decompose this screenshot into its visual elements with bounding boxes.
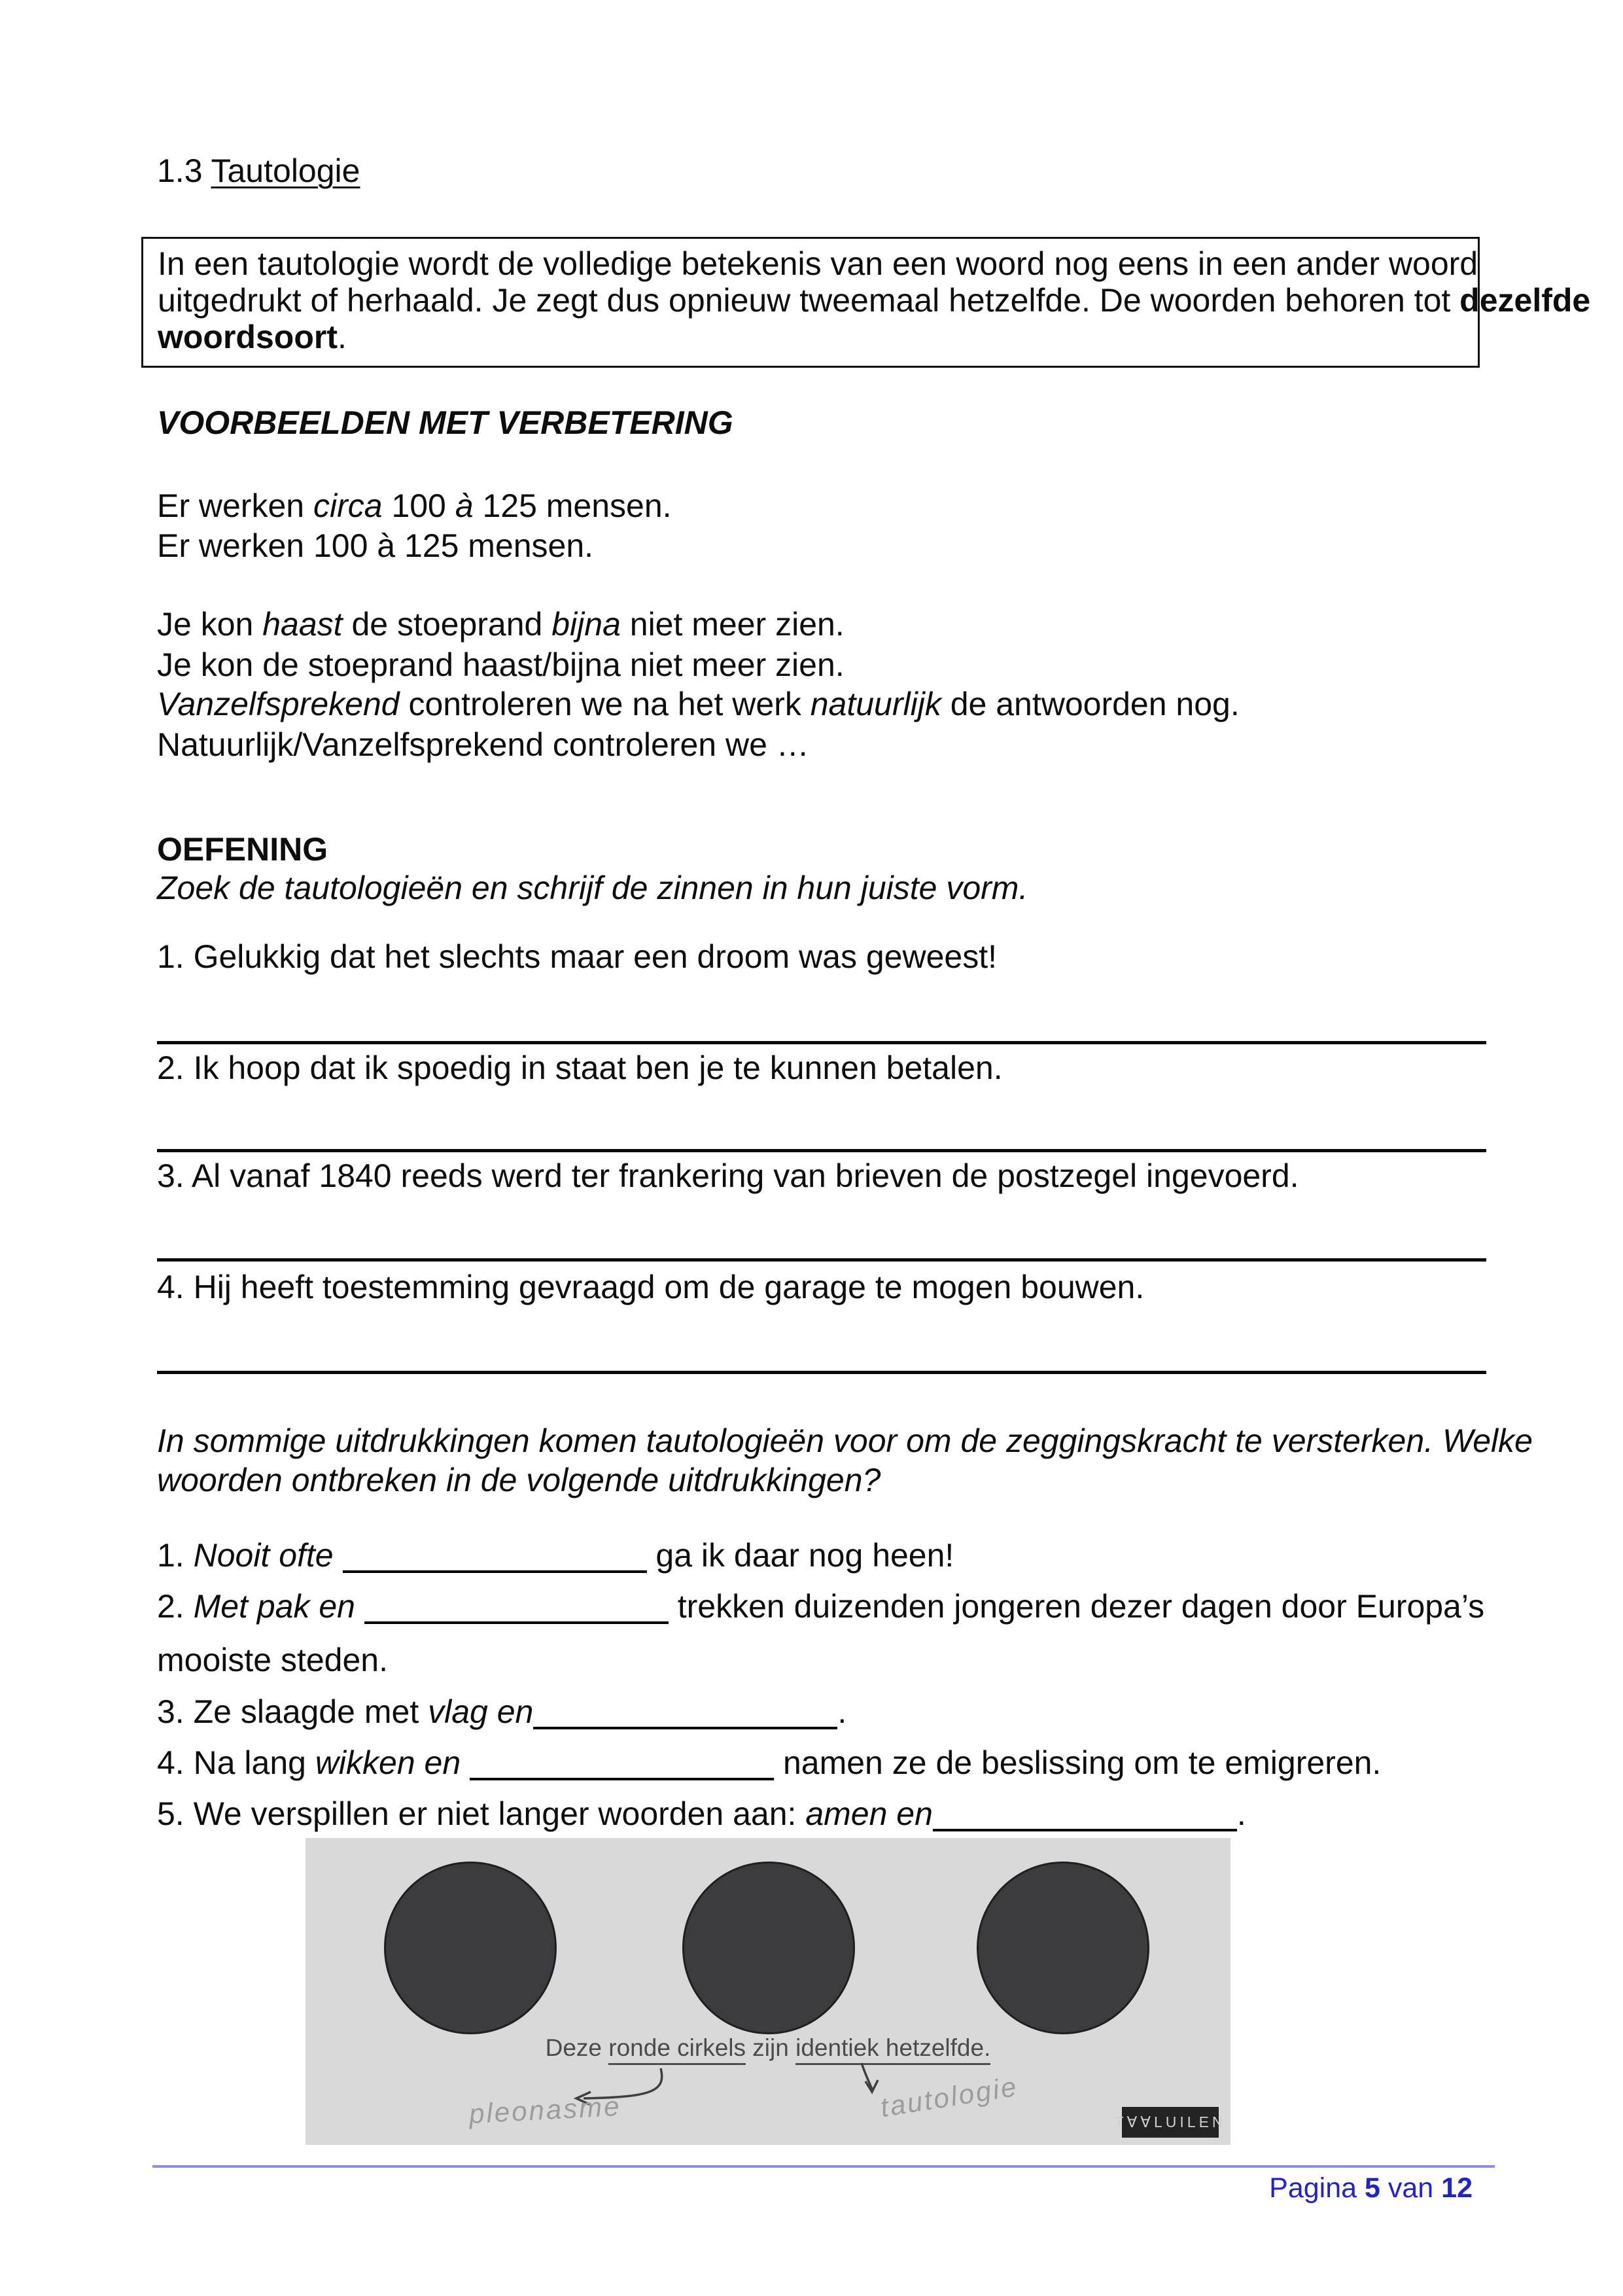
text-segment: Je kon de stoeprand haast/bijna niet meer zien.	[157, 646, 845, 683]
text-segment: zijn	[746, 2034, 796, 2061]
text-segment: à	[455, 487, 474, 524]
text-segment: 3. Ze slaagde met	[157, 1693, 428, 1730]
text-segment: dezelfde	[1459, 282, 1591, 319]
fill-in-item	[157, 1744, 1381, 1781]
text-segment: controleren we na het werk	[399, 686, 811, 722]
example-line	[157, 487, 672, 524]
text-segment: haast	[262, 606, 343, 643]
definition-line	[158, 282, 1591, 319]
text-segment: Er werken	[157, 487, 313, 524]
exercise-item: 4. Hij heeft toestemming gevraagd om de garage te mogen bouwen.	[157, 1269, 1145, 1305]
example-line	[157, 686, 1240, 722]
tautologie-label: tautologie	[878, 2070, 1021, 2123]
answer-rule	[157, 1371, 1486, 1374]
answer-blank	[364, 1621, 669, 1624]
expressions-intro-line: In sommige uitdrukkingen komen tautologieën voor om de zeggingskracht te versterken. Welke	[157, 1422, 1533, 1459]
text-segment: trekken duizenden jongeren dezer dagen door Europa’s	[668, 1588, 1485, 1625]
text-segment	[461, 1744, 470, 1781]
section-title: Tautologie	[211, 152, 360, 189]
text-segment: 100	[382, 487, 455, 524]
taaluilen-logo: T∀∀LUILEN	[1122, 2107, 1219, 2138]
answer-blank	[343, 1570, 647, 1573]
text-segment: 12	[1441, 2172, 1473, 2204]
example-line	[157, 527, 593, 564]
text-segment: circa	[313, 487, 383, 524]
text-segment: 5	[1365, 2172, 1380, 2204]
definition-box	[141, 237, 1591, 368]
text-segment: bijna	[551, 606, 621, 643]
examples-heading: VOORBEELDEN MET VERBETERING	[157, 404, 733, 441]
text-segment: 1.	[157, 1537, 194, 1574]
text-segment: Nooit ofte	[193, 1537, 334, 1574]
text-segment: 5. We verspillen er niet langer woorden aan:	[157, 1795, 806, 1832]
exercise-item: 2. Ik hoop dat ik spoedig in staat ben je te kunnen betalen.	[157, 1050, 1003, 1086]
page-number	[1269, 2172, 1473, 2204]
text-segment	[355, 1588, 364, 1625]
text-segment: Pagina	[1269, 2172, 1365, 2204]
exercise-item: 1. Gelukkig dat het slechts maar een droom was geweest!	[157, 938, 997, 975]
exercise-title: OEFENING	[157, 831, 328, 868]
fill-in-item	[157, 1537, 954, 1574]
example-line	[157, 646, 845, 683]
fill-in-item	[157, 1795, 1246, 1832]
circles-figure	[305, 1838, 1230, 2145]
text-segment: mooiste steden.	[157, 1642, 388, 1678]
text-segment: vlag en	[428, 1693, 534, 1730]
text-segment: .	[837, 1693, 847, 1730]
text-segment: natuurlijk	[810, 686, 941, 722]
answer-rule	[157, 1258, 1486, 1262]
text-segment: Vanzelfsprekend	[157, 686, 400, 722]
answer-rule	[157, 1149, 1486, 1152]
answer-blank	[470, 1778, 774, 1780]
section-heading	[157, 152, 360, 189]
example-line	[157, 606, 845, 643]
text-segment: identiek hetzelfde.	[795, 2034, 990, 2065]
text-segment: .	[1236, 1795, 1246, 1832]
text-segment: 125 mensen.	[473, 487, 672, 524]
text-segment: de antwoorden nog.	[941, 686, 1240, 722]
text-segment: de stoeprand	[342, 606, 552, 643]
answer-blank	[533, 1727, 837, 1729]
text-segment: ronde cirkels	[608, 2034, 746, 2065]
exercise-instruction: Zoek de tautologieën en schrijf de zinnen in hun juiste vorm.	[157, 870, 1028, 906]
text-segment: 4. Na lang	[157, 1744, 315, 1781]
text-segment: 2.	[157, 1588, 194, 1625]
exercise-item: 3. Al vanaf 1840 reeds werd ter frankering van brieven de postzegel ingevoerd.	[157, 1157, 1299, 1194]
text-segment: van	[1380, 2172, 1442, 2204]
text-segment: namen ze de beslissing om te emigreren.	[774, 1744, 1382, 1781]
text-segment: uitgedrukt of herhaald. Je zegt dus opnieuw tweemaal hetzelfde. De woorden behoren tot	[158, 282, 1460, 319]
annotation-arrows	[305, 1838, 1230, 2145]
text-segment: niet meer zien.	[620, 606, 845, 643]
text-segment: woordsoort	[158, 319, 338, 355]
text-segment: Er werken 100 à 125 mensen.	[157, 527, 594, 564]
expressions-intro-line: woorden ontbreken in de volgende uitdrukkingen?	[157, 1462, 881, 1498]
text-segment: wikken en	[315, 1744, 461, 1781]
text-segment: .	[337, 319, 347, 355]
text-segment: Je kon	[157, 606, 263, 643]
fill-in-item-continuation	[157, 1642, 388, 1678]
fill-in-item	[157, 1693, 846, 1730]
text-segment: Met pak en	[193, 1588, 355, 1625]
footer-divider	[152, 2165, 1495, 2168]
section-number: 1.3	[157, 152, 211, 189]
fill-in-item	[157, 1588, 1484, 1625]
definition-line	[158, 245, 1478, 282]
text-segment	[334, 1537, 343, 1574]
pleonasme-label: pleonasme	[468, 2090, 622, 2130]
answer-rule	[157, 1041, 1486, 1044]
text-segment: Deze	[545, 2034, 609, 2061]
example-line	[157, 726, 809, 763]
text-segment: amen en	[805, 1795, 933, 1832]
text-segment: ga ik daar nog heen!	[646, 1537, 954, 1574]
text-segment: Natuurlijk/Vanzelfsprekend controleren we …	[157, 726, 809, 763]
text-segment: In een tautologie wordt de volledige betekenis van een woord nog eens in een ander woord	[158, 245, 1478, 282]
definition-line	[158, 319, 1466, 355]
answer-blank	[933, 1829, 1237, 1831]
